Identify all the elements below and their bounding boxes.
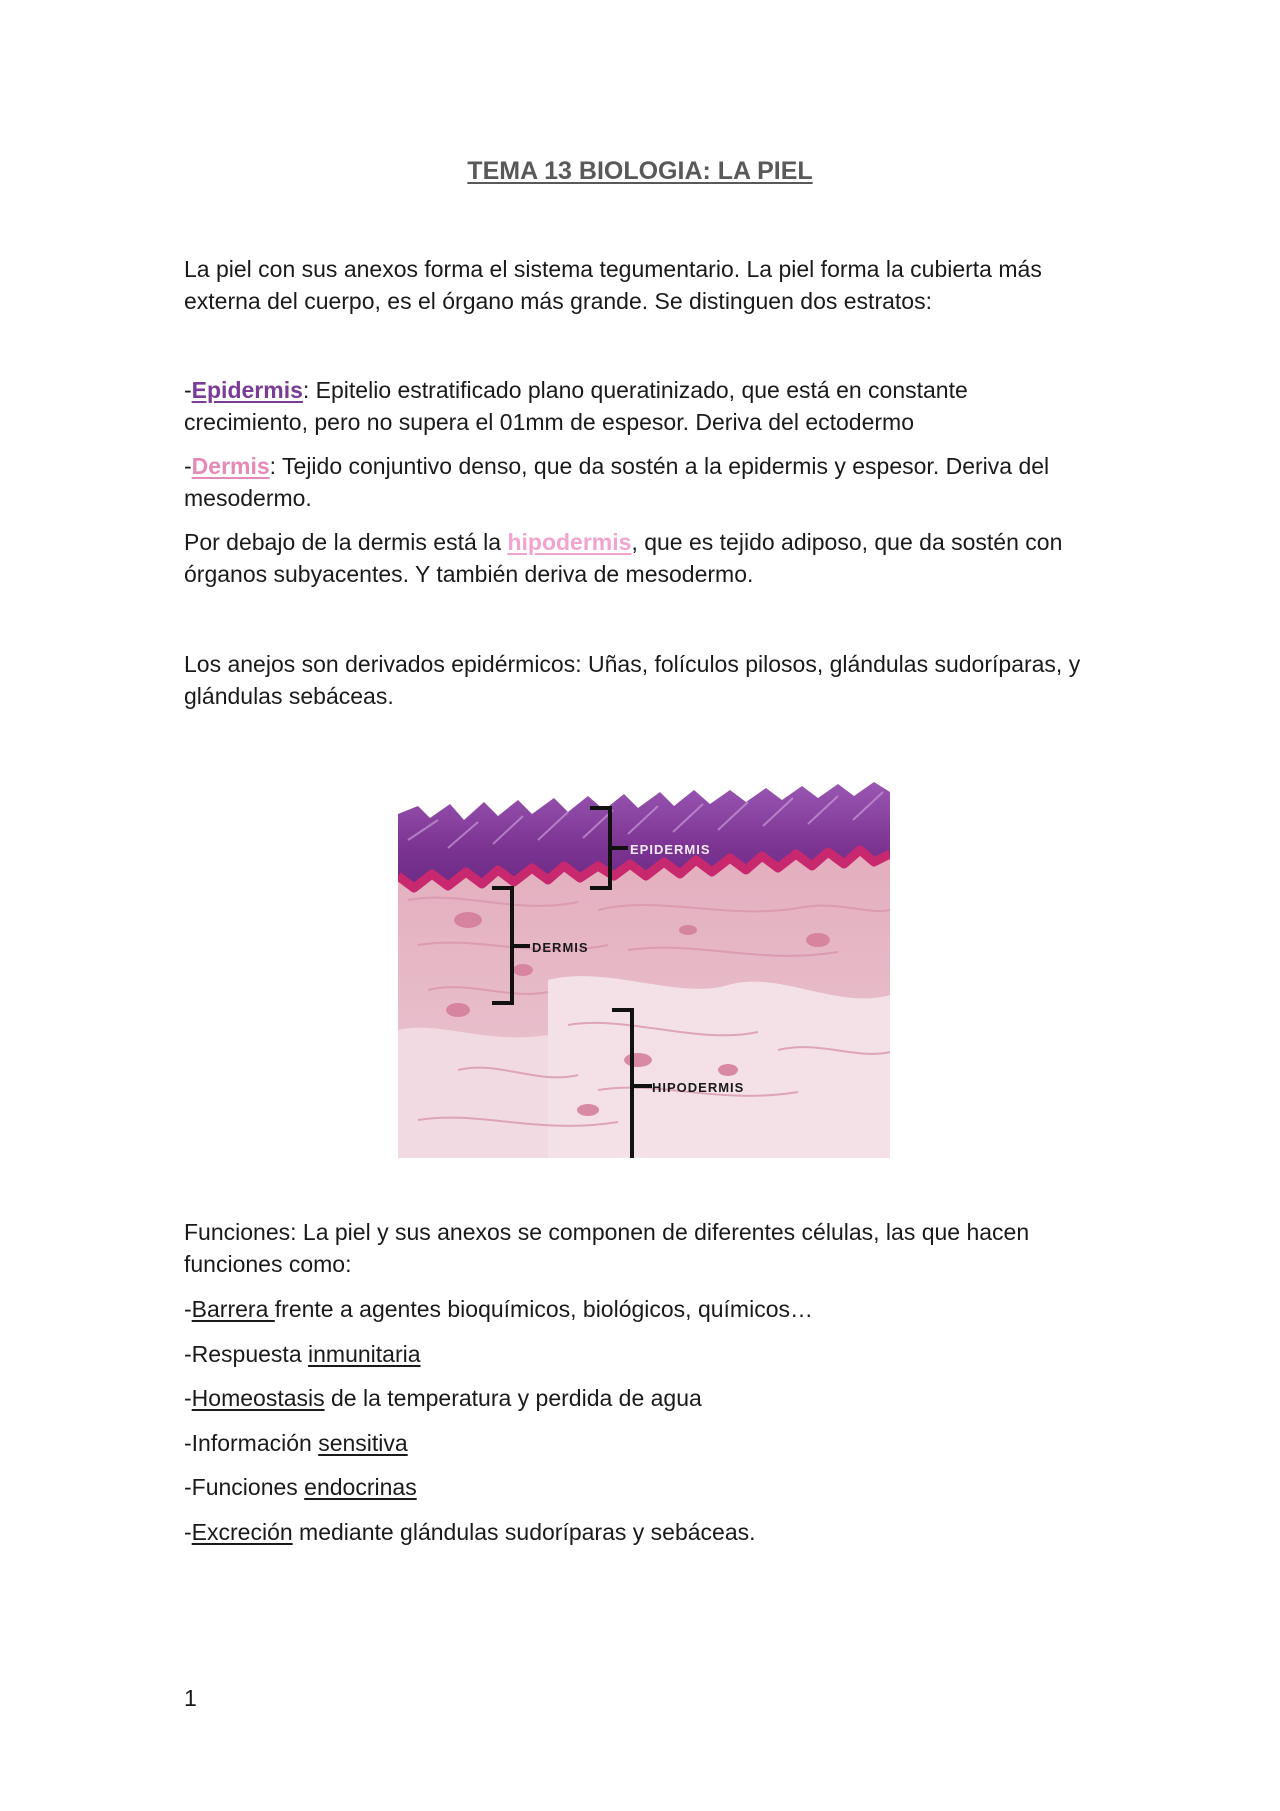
funcion-post: mediante glándulas sudoríparas y sebáceas. <box>292 1519 756 1545</box>
page-number: 1 <box>184 1685 197 1711</box>
dermis-term: Dermis <box>191 453 270 479</box>
funcion-pre: -Información <box>184 1430 319 1456</box>
funcion-term: Barrera <box>191 1296 275 1322</box>
dermis-prefix: - <box>184 453 192 479</box>
funcion-term: Homeostasis <box>191 1385 325 1411</box>
intro-line-1: La piel con sus anexos forma el sistema tegumentario. La piel forma la cubierta más <box>184 256 1042 282</box>
funcion-post: frente a agentes bioquímicos, biológicos, químicos… <box>274 1296 813 1322</box>
epidermis-paragraph <box>184 374 1104 438</box>
funcion-term: Excreción <box>191 1519 293 1545</box>
anejos-line-1: Los anejos son derivados epidérmicos: Uñas, folículos pilosos, glándulas sudoríparas, y <box>184 651 1081 677</box>
funcion-item <box>184 1382 1104 1414</box>
funcion-term: inmunitaria <box>308 1341 421 1367</box>
funcion-item <box>184 1293 1104 1325</box>
funcion-post: de la temperatura y perdida de agua <box>324 1385 702 1411</box>
epidermis-line-2: crecimiento, pero no supera el 01mm de espesor. Deriva del ectodermo <box>184 409 914 435</box>
funcion-pre: -Funciones <box>184 1474 305 1500</box>
dermis-line-1: : Tejido conjuntivo denso, que da sostén a la epidermis y espesor. Deriva del <box>269 453 1050 479</box>
funcion-item <box>184 1427 1104 1459</box>
dermis-line-2: mesodermo. <box>184 485 312 511</box>
funcion-item <box>184 1338 1104 1370</box>
page-title: TEMA 13 BIOLOGIA: LA PIEL <box>467 157 813 185</box>
funcion-term: sensitiva <box>318 1430 408 1456</box>
hipodermis-line-1-post: , que es tejido adiposo, que da sostén con <box>631 529 1063 555</box>
funcion-pre: - <box>184 1519 192 1545</box>
hipodermis-term: hipodermis <box>507 529 632 555</box>
intro-line-2: externa del cuerpo, es el órgano más grande. Se distinguen dos estratos: <box>184 288 932 314</box>
skin-histology-figure <box>398 770 890 1158</box>
label-dermis: DERMIS <box>532 940 589 955</box>
hipodermis-line-2: órganos subyacentes. Y también deriva de mesodermo. <box>184 561 754 587</box>
hipodermis-paragraph <box>184 526 1104 590</box>
funcion-pre: -Respuesta <box>184 1341 309 1367</box>
funcion-item <box>184 1471 1104 1503</box>
hipodermis-line-1-pre: Por debajo de la dermis está la <box>184 529 508 555</box>
skin-histology-image <box>398 770 890 1158</box>
epidermis-prefix: - <box>184 377 192 403</box>
funcion-pre: - <box>184 1296 192 1322</box>
intro-paragraph <box>184 253 1104 317</box>
funciones-line-2: funciones como: <box>184 1251 352 1277</box>
label-epidermis: EPIDERMIS <box>630 842 711 857</box>
epidermis-line-1: : Epitelio estratificado plano queratinizado, que está en constante <box>302 377 968 403</box>
label-hipodermis: HIPODERMIS <box>652 1080 745 1095</box>
funcion-term: endocrinas <box>304 1474 417 1500</box>
dermis-paragraph <box>184 450 1104 514</box>
anejos-paragraph <box>184 648 1104 712</box>
funciones-paragraph <box>184 1216 1104 1280</box>
funciones-line-1: Funciones: La piel y sus anexos se componen de diferentes células, las que hacen <box>184 1219 1030 1245</box>
hipodermis-layer <box>548 976 890 1158</box>
anejos-line-2: glándulas sebáceas. <box>184 683 394 709</box>
funcion-pre: - <box>184 1385 192 1411</box>
epidermis-term: Epidermis <box>191 377 303 403</box>
funcion-item <box>184 1516 1104 1548</box>
